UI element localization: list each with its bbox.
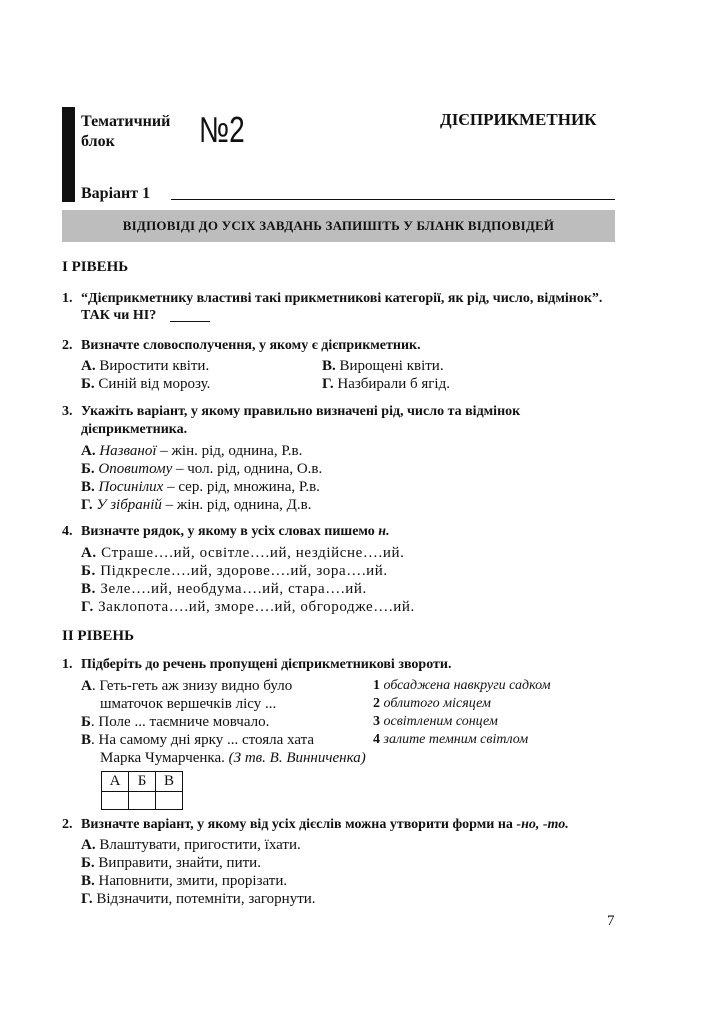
level2-title: ІІ РІВЕНЬ xyxy=(62,628,135,644)
answer-table-header-a: А xyxy=(102,772,129,792)
l1-q1-text: “Дієприкметнику властиві такі прикметникові категорії, як рід, число, відмінок”. xyxy=(81,291,603,306)
answer-table-header-v: В xyxy=(156,772,183,792)
l2-q1-option-3: 3 освітленим сонцем xyxy=(373,714,498,729)
instruction-banner xyxy=(62,210,615,242)
topic-title: ДІЄПРИКМЕТНИК xyxy=(440,110,597,129)
l1-q2-option-v[interactable]: В. Вирощені квіти. xyxy=(322,358,444,374)
l1-q3-text-line2: дієприкметника. xyxy=(81,422,188,437)
block-label-line2: блок xyxy=(81,133,115,150)
l1-q2-text: Визначте словосполучення, у якому є дієприкметник. xyxy=(81,338,421,353)
l2-q1-sentence-v-cont: Марка Чумарченка. (З тв. В. Винниченка) xyxy=(100,750,366,766)
answer-table-header-b: Б xyxy=(129,772,156,792)
answer-cell-a[interactable] xyxy=(102,792,129,810)
l1-q1-number: 1. xyxy=(62,291,73,306)
answer-cell-v[interactable] xyxy=(156,792,183,810)
l2-q1-option-1: 1 обсаджена навкруги садком xyxy=(373,678,551,693)
l1-q4-text: Визначте рядок, у якому в усіх словах пишемо н. xyxy=(81,524,390,539)
l2-q2-number: 2. xyxy=(62,817,73,832)
level1-title: І РІВЕНЬ xyxy=(62,259,129,275)
answer-cell-b[interactable] xyxy=(129,792,156,810)
l2-q2-text: Визначте варіант, у якому від усіх дієслів можна утворити форми на -но, -то. xyxy=(81,817,569,832)
l2-q2-option-g[interactable]: Г. Відзначити, потемніти, загорнути. xyxy=(81,891,316,907)
block-marker-bar xyxy=(62,107,75,202)
variant-rule xyxy=(171,199,615,200)
l1-q3-option-v[interactable]: В. Посинілих – сер. рід, множина, Р.в. xyxy=(81,479,320,495)
l2-q1-sentence-b: Б. Поле ... таємниче мовчало. xyxy=(81,714,270,730)
l1-q3-option-g[interactable]: Г. У зібраній – жін. рід, однина, Д.в. xyxy=(81,497,312,513)
l2-q1-option-2: 2 облитого місяцем xyxy=(373,696,491,711)
l2-q1-sentence-a-cont: шматочок вершечків лісу ... xyxy=(100,696,277,712)
l2-q1-sentence-a: А. Геть-геть аж знизу видно було xyxy=(81,678,293,694)
l2-q1-text: Підберіть до речень пропущені дієприкметникові звороти. xyxy=(81,657,452,672)
l2-q1-answer-table xyxy=(101,771,183,810)
l1-q2-option-b[interactable]: Б. Синій від морозу. xyxy=(81,376,211,392)
l1-q1-answer-line[interactable] xyxy=(170,321,210,322)
l2-q2-option-v[interactable]: В. Наповнити, змити, прорізати. xyxy=(81,873,288,889)
l1-q3-number: 3. xyxy=(62,404,73,419)
l1-q4-option-b[interactable]: Б. Підкресле….ий, здорове….ий, зора….ий. xyxy=(81,563,388,579)
l1-q3-option-a[interactable]: А. Названої – жін. рід, однина, Р.в. xyxy=(81,443,303,459)
l2-q1-number: 1. xyxy=(62,657,73,672)
l1-q2-number: 2. xyxy=(62,338,73,353)
l1-q2-option-g[interactable]: Г. Назбирали б ягід. xyxy=(322,376,450,392)
l1-q4-option-v[interactable]: В. Зеле….ий, необдума….ий, стара….ий. xyxy=(81,581,367,597)
l1-q4-option-g[interactable]: Г. Заклопота….ий, зморе….ий, обгородже….ий. xyxy=(81,599,415,615)
block-label-line1: Тематичний xyxy=(81,113,171,130)
block-number: №2 xyxy=(199,109,245,150)
l1-q3-option-b[interactable]: Б. Оповитому – чол. рід, однина, О.в. xyxy=(81,461,323,477)
variant-label: Варіант 1 xyxy=(81,185,151,202)
l1-q2-option-a[interactable]: А. Виростити квіти. xyxy=(81,358,210,374)
l1-q4-option-a[interactable]: А. Страше….ий, освітле….ий, нездійсне….ий. xyxy=(81,545,405,561)
l2-q2-option-b[interactable]: Б. Виправити, знайти, пити. xyxy=(81,855,261,871)
l1-q3-text-line1: Укажіть варіант, у якому правильно визначені рід, число та відмінок xyxy=(81,404,521,419)
l2-q1-option-4: 4 залите темним світлом xyxy=(373,732,529,747)
instruction-banner-text: ВІДПОВІДІ ДО УСІХ ЗАВДАНЬ ЗАПИШІТЬ У БЛАНК ВІДПОВІДЕЙ xyxy=(122,218,555,233)
page-number: 7 xyxy=(607,913,615,929)
l1-q4-number: 4. xyxy=(62,524,73,539)
l2-q2-option-a[interactable]: А. Влаштувати, пригостити, їхати. xyxy=(81,837,301,853)
l2-q1-sentence-v: В. На самому дні ярку ... стояла хата xyxy=(81,732,314,748)
l1-q1-question: ТАК чи НІ? xyxy=(81,308,157,323)
